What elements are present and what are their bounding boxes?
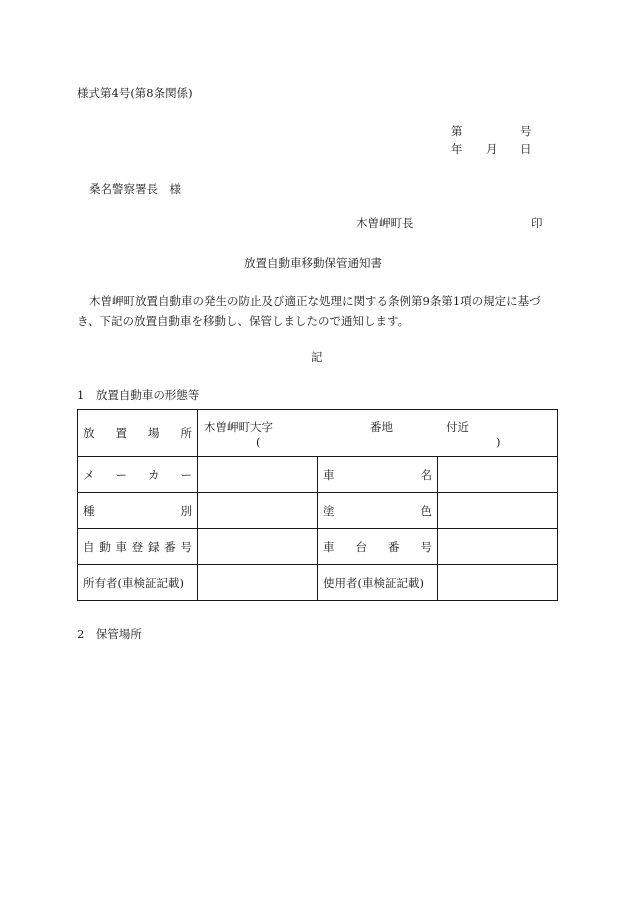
paint-label-cell — [318, 493, 438, 529]
table-row-owner — [78, 565, 558, 601]
location-banchi: 番地 — [370, 420, 393, 434]
user-label-cell — [318, 565, 438, 601]
addressee: 桑名警察署長 様 — [89, 182, 181, 196]
table-row-type — [78, 493, 558, 529]
document-title: 放置自動車移動保管通知書 — [244, 256, 382, 270]
chassis-no-value-cell — [438, 529, 558, 565]
paint-label: 塗 色 — [323, 503, 432, 518]
owner-label: 所有者(車検証記載) — [83, 575, 184, 590]
type-label-cell — [78, 493, 198, 529]
maker-label: メ ー カ ー — [83, 467, 192, 482]
issuer-title: 木曽岬町長 — [356, 216, 414, 230]
ki-heading: 記 — [311, 350, 323, 364]
vehicle-info-table — [77, 409, 558, 601]
date-day: 日 — [520, 142, 532, 156]
table-row-registration — [78, 529, 558, 565]
doc-number-go: 号 — [520, 124, 532, 138]
paren-close: ) — [496, 435, 501, 449]
chassis-no-label-cell — [318, 529, 438, 565]
car-name-value-cell — [438, 457, 558, 493]
reg-no-label: 自 動 車 登 録 番 号 — [83, 539, 192, 554]
body-text-line2: き、下記の放置自動車を移動し、保管しましたので通知します。 — [77, 314, 410, 328]
paint-value-cell — [438, 493, 558, 529]
table-row-maker — [78, 457, 558, 493]
car-name-label: 車 名 — [323, 467, 432, 482]
chassis-no-label: 車 台 番 号 — [323, 539, 432, 554]
reg-no-label-cell — [78, 529, 198, 565]
location-fukin: 付近 — [446, 420, 469, 434]
form-number: 様式第4号(第8条関係) — [77, 86, 193, 100]
car-name-label-cell — [318, 457, 438, 493]
maker-value-cell — [198, 457, 318, 493]
table-row-location — [78, 410, 558, 457]
date-month: 月 — [486, 142, 498, 156]
section-2-heading: 2 保管場所 — [77, 627, 142, 641]
date-year: 年 — [451, 142, 463, 156]
location-label: 放 置 場 所 — [83, 426, 192, 440]
seal-mark: 印 — [531, 216, 543, 230]
reg-no-value-cell — [198, 529, 318, 565]
body-text-line1: 木曽岬町放置自動車の発生の防止及び適正な処理に関する条例第9条第1項の規定に基づ — [89, 294, 541, 308]
doc-number-dai: 第 — [451, 124, 463, 138]
section-1-heading: 1 放置自動車の形態等 — [77, 388, 200, 402]
user-label: 使用者(車検証記載) — [323, 575, 424, 590]
location-value-cell — [198, 410, 558, 457]
owner-label-cell — [78, 565, 198, 601]
type-label: 種 別 — [83, 503, 192, 518]
location-label-cell — [78, 410, 198, 457]
maker-label-cell — [78, 457, 198, 493]
user-value-cell — [438, 565, 558, 601]
location-prefix: 木曽岬町大字 — [204, 420, 273, 434]
paren-open: ( — [256, 435, 261, 449]
owner-value-cell — [198, 565, 318, 601]
type-value-cell — [198, 493, 318, 529]
